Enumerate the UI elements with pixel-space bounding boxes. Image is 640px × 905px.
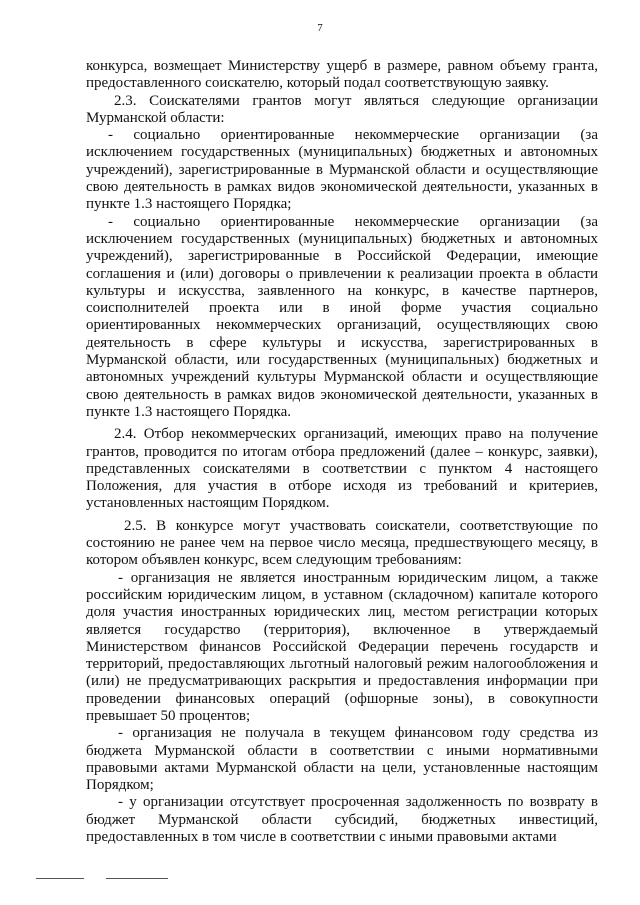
- paragraph-continuation: конкурса, возмещает Министерству ущерб в размере, равном объему гранта, предоставленного соискателю, который подал соответствующую заявку.: [86, 58, 598, 92]
- paragraph-2-5-item-2: - организация не получала в текущем финансовом году средства из бюджета Мурманской области в соответствии с иными нормативными правовыми актами Мурманской области на цели, установленные настоящим Порядком;: [86, 725, 598, 794]
- page-number: 7: [317, 22, 323, 34]
- paragraph-2-4: 2.4. Отбор некоммерческих организаций, имеющих право на получение грантов, проводится по итогам отбора предложений (далее – конкурс, заявки), представленных соискателями в соответствии с пунктом 4 настоящего Положения, для участия в отборе исходя из требований и критериев, установленных настоящим Порядком.: [86, 426, 598, 512]
- paragraph-2-5: 2.5. В конкурсе могут участвовать соискатели, соответствующие по состоянию не ранее чем на первое число месяца, предшествующего месяцу, в котором объявлен конкурс, всем следующим требованиям:: [86, 517, 598, 569]
- footer-rule-left: [36, 878, 84, 879]
- document-body: [86, 58, 598, 846]
- paragraph-2-3: 2.3. Соискателями грантов могут являться следующие организации Мурманской области:: [86, 92, 598, 126]
- paragraph-2-5-item-3: - у организации отсутствует просроченная задолженность по возврату в бюджет Мурманской области субсидий, бюджетных инвестиций, предоставленных в том числе в соответствии с иными правовыми актами: [86, 794, 598, 846]
- paragraph-2-3-item-2: - социально ориентированные некоммерческие организации (за исключением государственных (муниципальных) бюджетных и автономных учреждений), зарегистрированные в Российской Федерации, имеющие соглашения и (или) договоры о привлечении к реализации проекта в области культуры и искусства, заявленного на конкурс, в качестве партнеров, соисполнителей проекта или в иной форме участия социально ориентированных некоммерческих организаций, осуществляющих свою деятельность в сфере культуры и искусства, зарегистрированных в Мурманской области, или государственных (муниципальных) бюджетных и автономных учреждений культуры Мурманской области и осуществляющие свою деятельность в рамках видов экономической деятельности, указанных в пункте 1.3 настоящего Порядка.: [86, 213, 598, 420]
- paragraph-2-3-item-1: - социально ориентированные некоммерческие организации (за исключением государственных (муниципальных) бюджетных и автономных учреждений), зарегистрированные в Мурманской области и осуществляющие свою деятельность в рамках видов экономической деятельности, указанных в пункте 1.3 настоящего Порядка;: [86, 127, 598, 213]
- footer-rule-right: [106, 878, 168, 879]
- paragraph-2-5-item-1: - организация не является иностранным юридическим лицом, а также российским юридическим лицом, в уставном (складочном) капитале которого доля участия иностранных юридических лиц, местом регистрации которых является государство (территория), включенное в утверждаемый Министерством финансов Российской Федерации перечень государств и территорий, предоставляющих льготный налоговый режим налогообложения и (или) не предусматривающих раскрытия и предоставления информации при проведении финансовых операций (офшорные зоны), в совокупности превышает 50 процентов;: [86, 569, 598, 724]
